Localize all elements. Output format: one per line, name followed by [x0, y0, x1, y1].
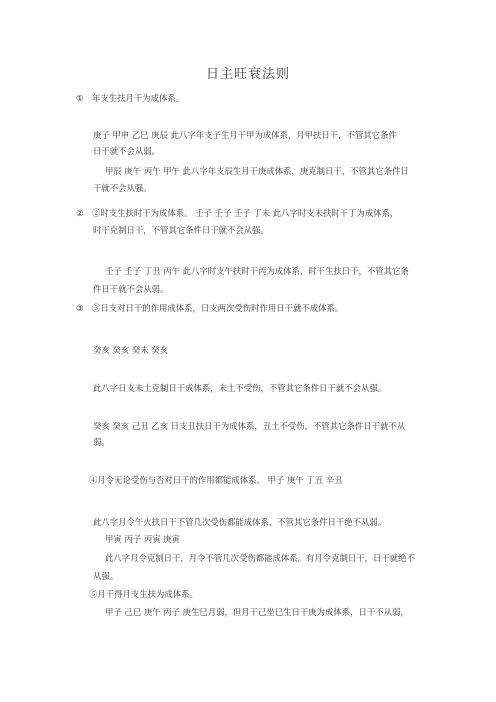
section-3-marker: ③	[76, 303, 84, 313]
section-4-heading: ④月令无论受伤与否对日干的作用都能成体系。 甲子 庚午 丁丑 辛丑	[89, 475, 343, 485]
page-title: 日主旺衰法则	[205, 67, 290, 82]
para-3b-line-1: 癸亥 癸亥 己丑 乙亥 日支丑扶日干为成体系，丑土不受伤，不管其它条件日干就不从	[93, 421, 406, 431]
para-4b-line-2: 从强。	[93, 571, 119, 581]
para-5-line-1: 甲子 己巳 庚午 丙子 庚生巳月弱，但月干己坐巳生日干庚为成体系，日干不从弱，	[105, 607, 409, 617]
pillars-4b: 甲寅 丙子 丙寅 庚寅	[105, 534, 180, 544]
section-2-line-2: 时干克制日干，不管其它条件日干就不会从强。	[93, 225, 269, 235]
para-1a-line-2: 日干就不会从弱。	[93, 146, 160, 156]
para-1b-line-2: 干就不会从强。	[93, 183, 152, 193]
section-1-heading: 年支生扶月干为成体系。	[92, 93, 185, 103]
para-1b-line-1: 甲辰 庚午 丙午 甲午 此八字年支辰生月干庚成体系，庚克制日干，不管其它条件日	[105, 166, 409, 176]
section-1-marker: ①	[76, 93, 84, 103]
para-2-line-1: 壬子 壬子 丁丑 丙午 此八字时支午扶时干丙为成体系，时干生扶日干，不管其它条	[105, 266, 409, 276]
para-4b-line-1: 此八字月令克制日干，月令不管几次受伤都能成体系。有月令克制日干，日干就绝不	[105, 553, 415, 563]
pillars-3a: 癸亥 癸亥 癸未 癸亥	[93, 345, 168, 355]
para-1a-line-1: 庚子 甲申 乙巳 庚辰 此八字年支子生月干甲为成体系，月甲扶日干，不管其它条件	[93, 130, 397, 140]
para-2-line-2: 件日干就不会从弱。	[93, 284, 169, 294]
section-5-heading: ⑤月干得月支生扶为成体系。	[89, 589, 198, 599]
section-3-heading: ③日支对日干的作用成体系，日支两次受伤时作用日干就不成体系。	[92, 303, 344, 313]
para-3a: 此八字日支未土克制日干成体系，未土不受伤，不管其它条件日干就不会从强。	[93, 383, 387, 393]
section-2-heading: ②时支生扶时干为成体系。 壬子 壬子 壬子 丁未 此八字时支未扶时干丁为成体系，	[92, 208, 399, 218]
para-4a: 此八字月令午火扶日干不管几次受伤都能成体系，不管其它条件日干绝不从弱。	[93, 517, 387, 527]
para-3b-line-2: 弱。	[93, 437, 110, 447]
section-2-marker: ②	[76, 208, 84, 218]
